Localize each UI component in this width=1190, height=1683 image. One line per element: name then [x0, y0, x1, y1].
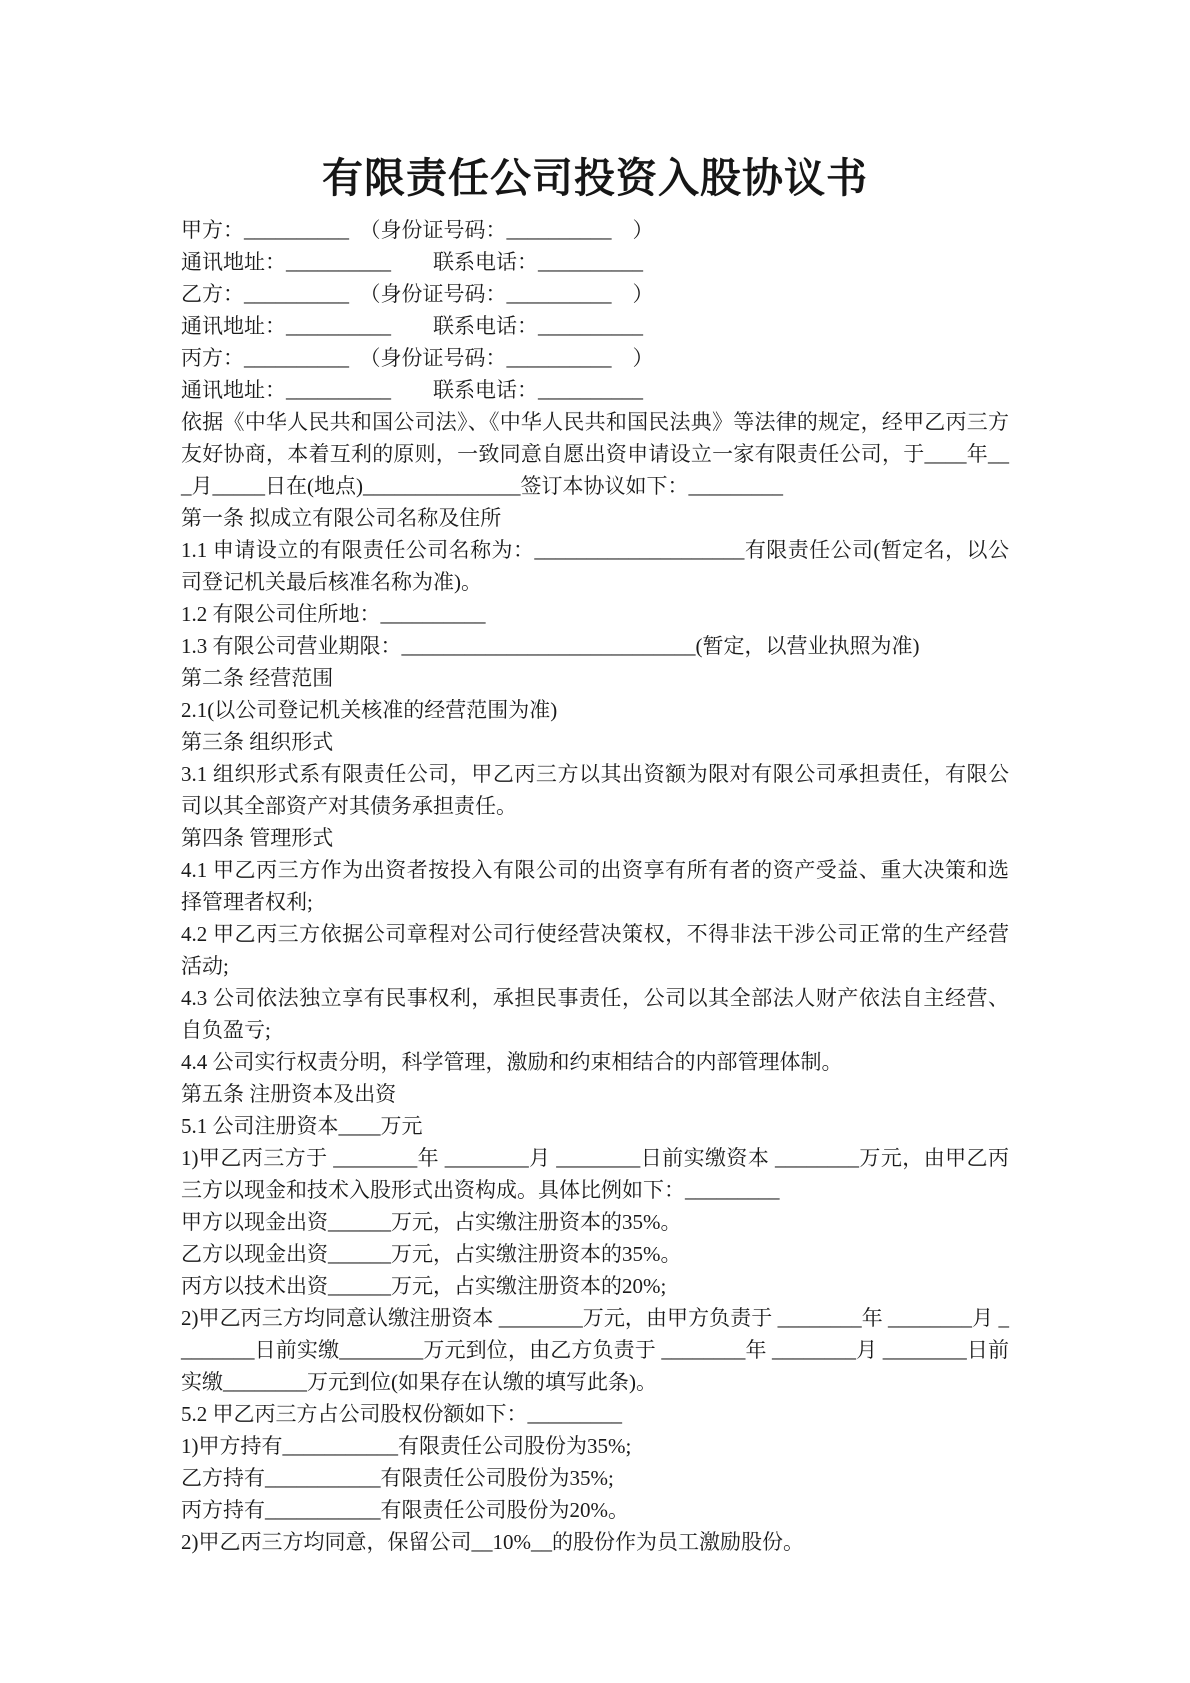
clause-1-2: 1.2 有限公司住所地：__________ [181, 602, 486, 626]
clause-3-heading: 第三条 组织形式 [181, 730, 334, 754]
clause-4-heading: 第四条 管理形式 [181, 826, 334, 850]
clause-4-2: 4.2 甲乙丙三方依据公司章程对公司行使经营决策权，不得非法干涉公司正常的生产经营活动; [181, 922, 1009, 978]
clause-4-4: 4.4 公司实行权责分明，科学管理，激励和约束相结合的内部管理体制。 [181, 1050, 843, 1074]
clause-5-2: 5.2 甲乙丙三方占公司股权份额如下：_________ [181, 1402, 622, 1426]
preamble-paragraph: 依据《中华人民共和国公司法》、《中华人民共和国民法典》等法律的规定，经甲乙丙三方友好协商，本着互利的原则，一致同意自愿出资申请设立一家有限责任公司，于____年___月_____日在(地点)_______________签订本协议如下：_________ [181, 410, 1009, 498]
clause-5-1-item-2: 2)甲乙丙三方均同意认缴注册资本 ________万元，由甲方负责于 ________年 ________月 ________日前实缴________万元到位，由乙方负责于 ________年 ________月 ________日前实缴________万元到位(如果存在认缴的填写此条)。 [181, 1306, 1009, 1394]
document-body [181, 214, 1009, 1558]
party-a-line: 甲方：__________ （身份证号码：__________ ） [181, 218, 654, 242]
clause-2-heading: 第二条 经营范围 [181, 666, 334, 690]
clause-5-2-party-c-share: 丙方持有___________有限责任公司股份为20%。 [181, 1498, 629, 1522]
document-title: 有限责任公司投资入股协议书 [322, 155, 868, 201]
clause-1-1: 1.1 申请设立的有限责任公司名称为：____________________有限责任公司(暂定名，以公司登记机关最后核准名称为准)。 [181, 538, 1009, 594]
clause-4-3: 4.3 公司依法独立享有民事权利，承担民事责任，公司以其全部法人财产依法自主经营、自负盈亏; [181, 986, 1009, 1042]
clause-5-2-item-2: 2)甲乙丙三方均同意，保留公司__10%__的股份作为员工激励股份。 [181, 1530, 804, 1554]
document-content [181, 150, 1009, 1558]
party-c-line: 丙方：__________ （身份证号码：__________ ） [181, 346, 654, 370]
clause-4-1: 4.1 甲乙丙三方作为出资者按投入有限公司的出资享有所有者的资产受益、重大决策和选择管理者权利; [181, 858, 1009, 914]
clause-1-3: 1.3 有限公司营业期限：____________________________(暂定，以营业执照为准) [181, 634, 920, 658]
party-c-contact-line: 通讯地址：__________ 联系电话：__________ [181, 378, 643, 402]
party-a-contact-line: 通讯地址：__________ 联系电话：__________ [181, 250, 643, 274]
clause-3-1: 3.1 组织形式系有限责任公司，甲乙丙三方以其出资额为限对有限公司承担责任，有限公司以其全部资产对其债务承担责任。 [181, 762, 1009, 818]
party-b-contact-line: 通讯地址：__________ 联系电话：__________ [181, 314, 643, 338]
clause-5-2-party-b-share: 乙方持有___________有限责任公司股份为35%; [181, 1466, 614, 1490]
clause-5-heading: 第五条 注册资本及出资 [181, 1082, 397, 1106]
clause-5-1-item-1: 1)甲乙丙三方于 ________年 ________月 ________日前实缴资本 ________万元，由甲乙丙三方以现金和技术入股形式出资构成。具体比例如下：_________ [181, 1146, 1009, 1202]
clause-2-1: 2.1(以公司登记机关核准的经营范围为准) [181, 698, 558, 722]
clause-1-heading: 第一条 拟成立有限公司名称及住所 [181, 506, 502, 530]
clause-5-1-party-a-contribution: 甲方以现金出资______万元，占实缴注册资本的35%。 [181, 1210, 682, 1234]
clause-5-1-party-c-contribution: 丙方以技术出资______万元，占实缴注册资本的20%; [181, 1274, 667, 1298]
clause-5-2-party-a-share: 1)甲方持有___________有限责任公司股份为35%; [181, 1434, 632, 1458]
clause-5-1: 5.1 公司注册资本____万元 [181, 1114, 423, 1138]
party-b-line: 乙方：__________ （身份证号码：__________ ） [181, 282, 654, 306]
clause-5-1-party-b-contribution: 乙方以现金出资______万元，占实缴注册资本的35%。 [181, 1242, 682, 1266]
